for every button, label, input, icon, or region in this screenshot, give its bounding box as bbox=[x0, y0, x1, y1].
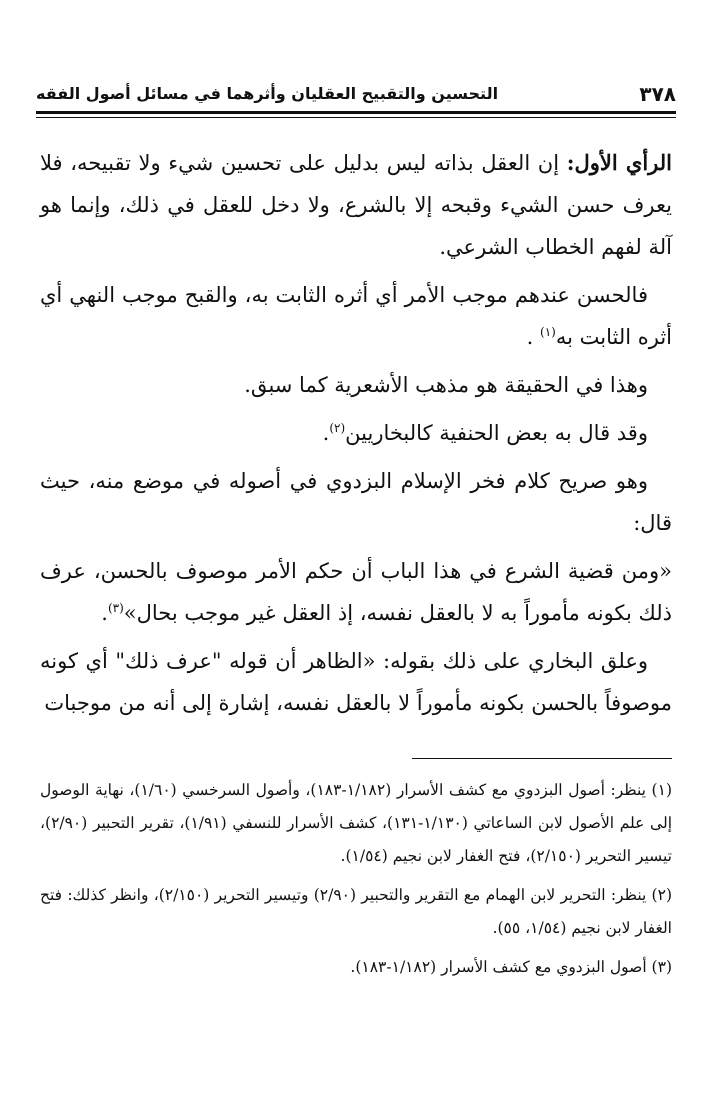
paragraph-4-text: وقد قال به بعض الحنفية كالبخاريين bbox=[345, 421, 648, 445]
paragraph-4 bbox=[40, 412, 672, 454]
page-header bbox=[36, 68, 676, 106]
footnote-1: (١) ينظر: أصول البزدوي مع كشف الأسرار (١/١٨٢-١٨٣)، وأصول السرخسي (١/٦٠)، نهاية الوصول إلى علم الأصول لابن الساعاتي (١/١٣٠-١٣١)، كشف الأسرار للنسفي (١/٩١)، تقرير التحبير (٢/٩٠)، تيسير التحرير (٢/١٥٠)، فتح الغفار لابن نجيم (١/٥٤). bbox=[40, 781, 672, 865]
paragraph-1 bbox=[40, 142, 672, 268]
footnote-2: (٢) ينظر: التحرير لابن الهمام مع التقرير والتحبير (٢/٩٠) وتيسير التحرير (٢/١٥٠)، وانظر كذلك: فتح الغفار لابن نجيم (١/٥٤، ٥٥). bbox=[40, 886, 672, 937]
paragraph-4-tail: . bbox=[322, 421, 330, 445]
page-number: ٣٧٨ bbox=[639, 82, 676, 106]
paragraph-5 bbox=[40, 460, 672, 544]
paragraph-6 bbox=[40, 550, 672, 634]
header-rule-thick bbox=[36, 111, 676, 114]
header-rule-thin bbox=[36, 117, 676, 118]
paragraph-2-tail: . bbox=[526, 325, 541, 349]
paragraph-6-tail: . bbox=[101, 601, 108, 625]
paragraph-7 bbox=[40, 640, 672, 724]
paragraph-5-text: وهو صريح كلام فخر الإسلام البزدوي في أصوله في موضع منه، حيث قال: bbox=[40, 469, 672, 535]
footnote-3: (٣) أصول البزدوي مع كشف الأسرار (١/١٨٢-١٨٣). bbox=[350, 958, 672, 976]
paragraph-7-text: وعلق البخاري على ذلك بقوله: «الظاهر أن قوله "عرف ذلك" أي كونه موصوفاً بالحسن بكونه مأموراً لا بالعقل نفسه، إشارة إلى أنه من موجبات bbox=[40, 649, 672, 715]
paragraph-3 bbox=[40, 364, 672, 406]
footnote-ref-1[interactable]: (١) bbox=[540, 325, 556, 339]
footnote-separator bbox=[412, 758, 672, 759]
footnotes bbox=[40, 774, 672, 984]
running-title: التحسين والتقبيح العقليان وأثرهما في مسائل أصول الفقه bbox=[36, 84, 499, 103]
paragraph-2-text: فالحسن عندهم موجب الأمر أي أثره الثابت به، والقبح موجب النهي أي أثره الثابت به bbox=[40, 283, 672, 349]
paragraph-1-text: إن العقل بذاته ليس بدليل على تحسين شيء ولا تقبيحه، فلا يعرف حسن الشيء وقبحه إلا بالشرع، ولا دخل للعقل في ذلك، وإنما هو آلة لفهم الخطاب الشرعي. bbox=[40, 151, 672, 259]
paragraph-3-text: وهذا في الحقيقة هو مذهب الأشعرية كما سبق. bbox=[244, 373, 648, 397]
first-opinion-heading: الرأي الأول: bbox=[566, 150, 673, 175]
main-text bbox=[40, 142, 672, 724]
paragraph-6-text: «ومن قضية الشرع في هذا الباب أن حكم الأمر موصوف بالحسن، عرف ذلك بكونه مأموراً به لا بالعقل نفسه، إذ العقل غير موجب بحال» bbox=[40, 559, 672, 625]
footnote-ref-2[interactable]: (٢) bbox=[329, 421, 346, 435]
footnote-ref-3[interactable]: (٣) bbox=[107, 601, 124, 615]
paragraph-2 bbox=[40, 274, 672, 358]
